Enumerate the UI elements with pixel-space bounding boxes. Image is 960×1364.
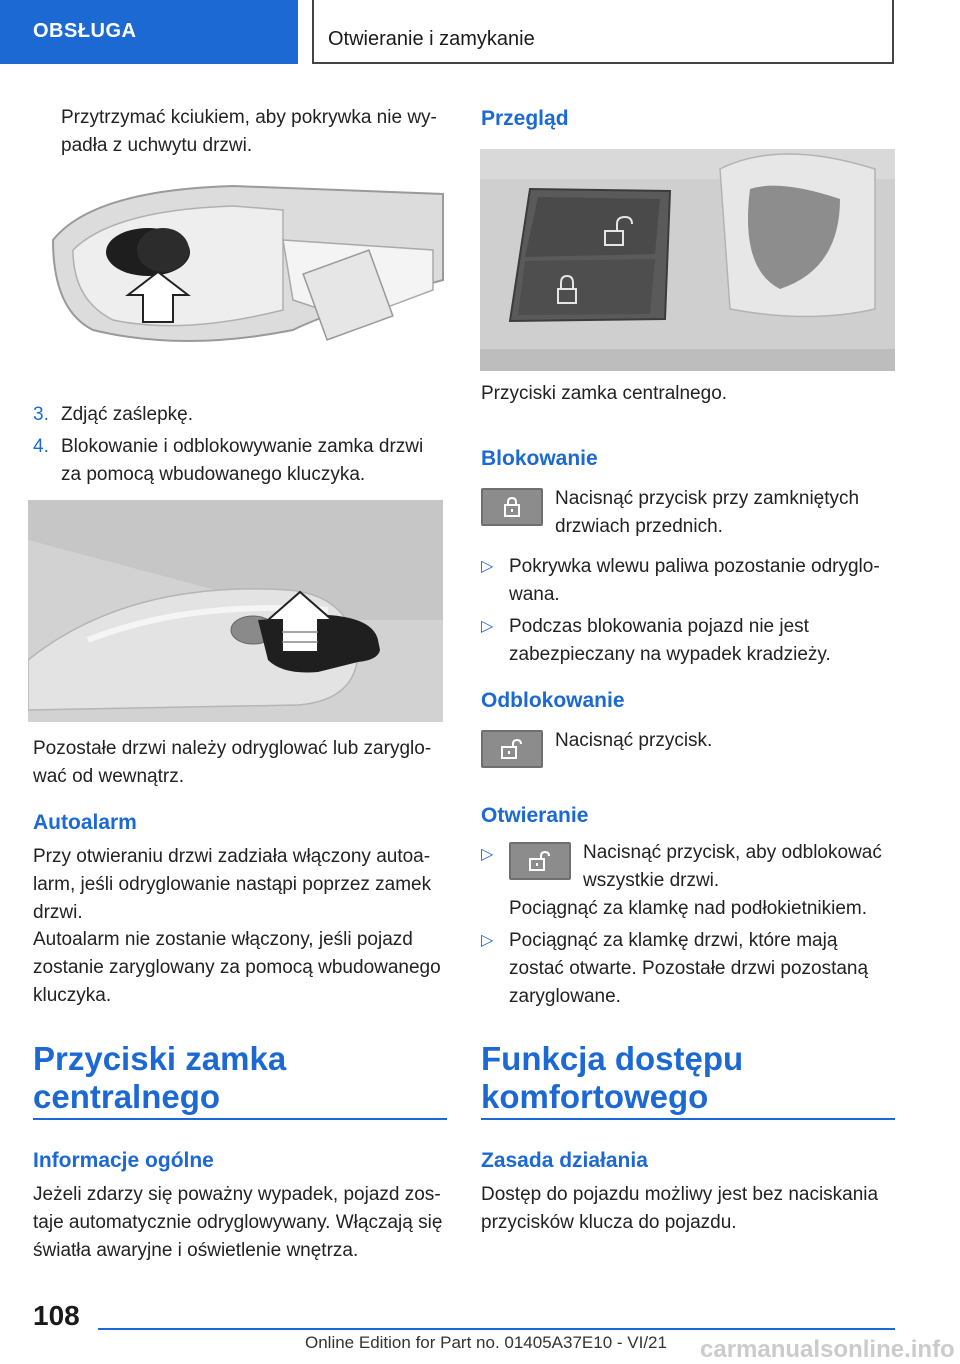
bullet-triangle-icon: ▷ — [481, 618, 494, 635]
comfort-title-line-2: komfortowego — [481, 1078, 709, 1115]
section-title-line-1: Przyciski zamka — [33, 1040, 287, 1077]
locking-bullet-2-text: Podczas blokowania pojazd nie jest zabezpieczany na wypadek kradzieży. — [509, 616, 831, 665]
opening-heading: Otwieranie — [481, 804, 589, 827]
section-divider-right — [481, 1118, 895, 1120]
step-4-number: 4. — [33, 436, 49, 457]
footer-edition: Online Edition for Part no. 01405A37E10 - VI/21 — [305, 1333, 667, 1352]
bullet-triangle-icon: ▷ — [481, 846, 494, 863]
unlock-button-image-2 — [509, 842, 571, 880]
bullet-triangle-icon: ▷ — [481, 932, 494, 949]
step-4 — [33, 433, 447, 489]
after-image-text: Pozostałe drzwi należy odryglować lub zaryglować od wewnątrz. — [33, 738, 432, 787]
header-section-label: OBSŁUGA — [33, 20, 137, 42]
figure-cap-removal — [33, 180, 445, 352]
header-section-tab — [0, 0, 298, 64]
lock-open-icon — [527, 850, 553, 872]
figure-central-lock-buttons — [480, 149, 895, 371]
step-4-text: Blokowanie i odblokowywanie zamka drzwi za pomocą wbudowanego kluczyka. — [61, 436, 424, 485]
locking-text: Nacisnąć przycisk przy zamkniętych drzwiach przednich. — [555, 488, 860, 537]
step-3-text: Zdjąć zaślepkę. — [61, 404, 194, 425]
step-3-number: 3. — [33, 404, 49, 425]
lock-open-icon — [499, 738, 525, 760]
locking-bullet-1-text: Pokrywka wlewu paliwa pozostanie odryglowana. — [509, 556, 880, 605]
unlocking-text: Nacisnąć przycisk. — [555, 730, 713, 751]
opening-bullet-1-text: Nacisnąć przycisk, aby odblokować wszystkie drzwi. — [583, 842, 882, 891]
unlocking-heading: Odblokowanie — [481, 689, 625, 712]
autoalarm-heading: Autoalarm — [33, 811, 137, 834]
locking-bullet-1 — [481, 553, 895, 609]
footer-rule — [98, 1328, 895, 1330]
section-title-comfort-access — [481, 1040, 743, 1116]
bullet-triangle-icon: ▷ — [481, 558, 494, 575]
header-chapter-box — [312, 0, 894, 64]
figure-door-handle-key — [28, 500, 443, 722]
unlock-button-image — [481, 730, 543, 768]
lock-button-image — [481, 488, 543, 526]
principle-text: Dostęp do pojazdu możliwy jest bez naciskania przycisków klucza do pojazdu. — [481, 1184, 879, 1233]
general-info-text: Jeżeli zdarzy się poważny wypadek, pojazd zostaje automatycznie odryglowywany. Włączają się światła awaryjne i oświetlenie wnętrza. — [33, 1184, 443, 1261]
section-title-line-2: centralnego — [33, 1078, 221, 1115]
comfort-title-line-1: Funkcja dostępu — [481, 1040, 744, 1077]
autoalarm-paragraph-2: Autoalarm nie zostanie włączony, jeśli pojazd zostanie zaryglowany za pomocą wbudowanego kluczyka. — [33, 929, 441, 1006]
section-title-central-lock — [33, 1040, 286, 1116]
autoalarm-paragraph-1: Przy otwieraniu drzwi zadziała włączony autoalarm, jeśli odryglowanie nastąpi poprzez zamek drzwi. — [33, 846, 432, 923]
opening-bullet-2-text: Pociągnąć za klamkę drzwi, które mają zostać otwarte. Pozostałe drzwi pozostaną zaryglowane. — [509, 930, 869, 1007]
step-3 — [33, 401, 447, 429]
lock-closed-icon — [502, 496, 522, 518]
locking-heading: Blokowanie — [481, 447, 598, 470]
footer-watermark: carmanualsonline.info — [700, 1336, 955, 1363]
overview-heading: Przegląd — [481, 107, 569, 130]
principle-heading: Zasada działania — [481, 1149, 648, 1172]
intro-text: Przytrzymać kciukiem, aby pokrywka nie wypadła z uchwytu drzwi. — [61, 107, 437, 156]
header-chapter-label: Otwieranie i zamykanie — [328, 28, 535, 50]
general-info-heading: Informacje ogólne — [33, 1149, 214, 1172]
locking-bullet-2 — [481, 613, 895, 669]
opening-bullet-2 — [481, 927, 895, 1011]
opening-bullet-1-follow: Pociągnąć za klamkę nad podłokietnikiem. — [509, 898, 868, 919]
overview-caption: Przyciski zamka centralnego. — [481, 383, 728, 404]
section-divider-left — [33, 1118, 447, 1120]
page-number: 108 — [33, 1300, 80, 1331]
